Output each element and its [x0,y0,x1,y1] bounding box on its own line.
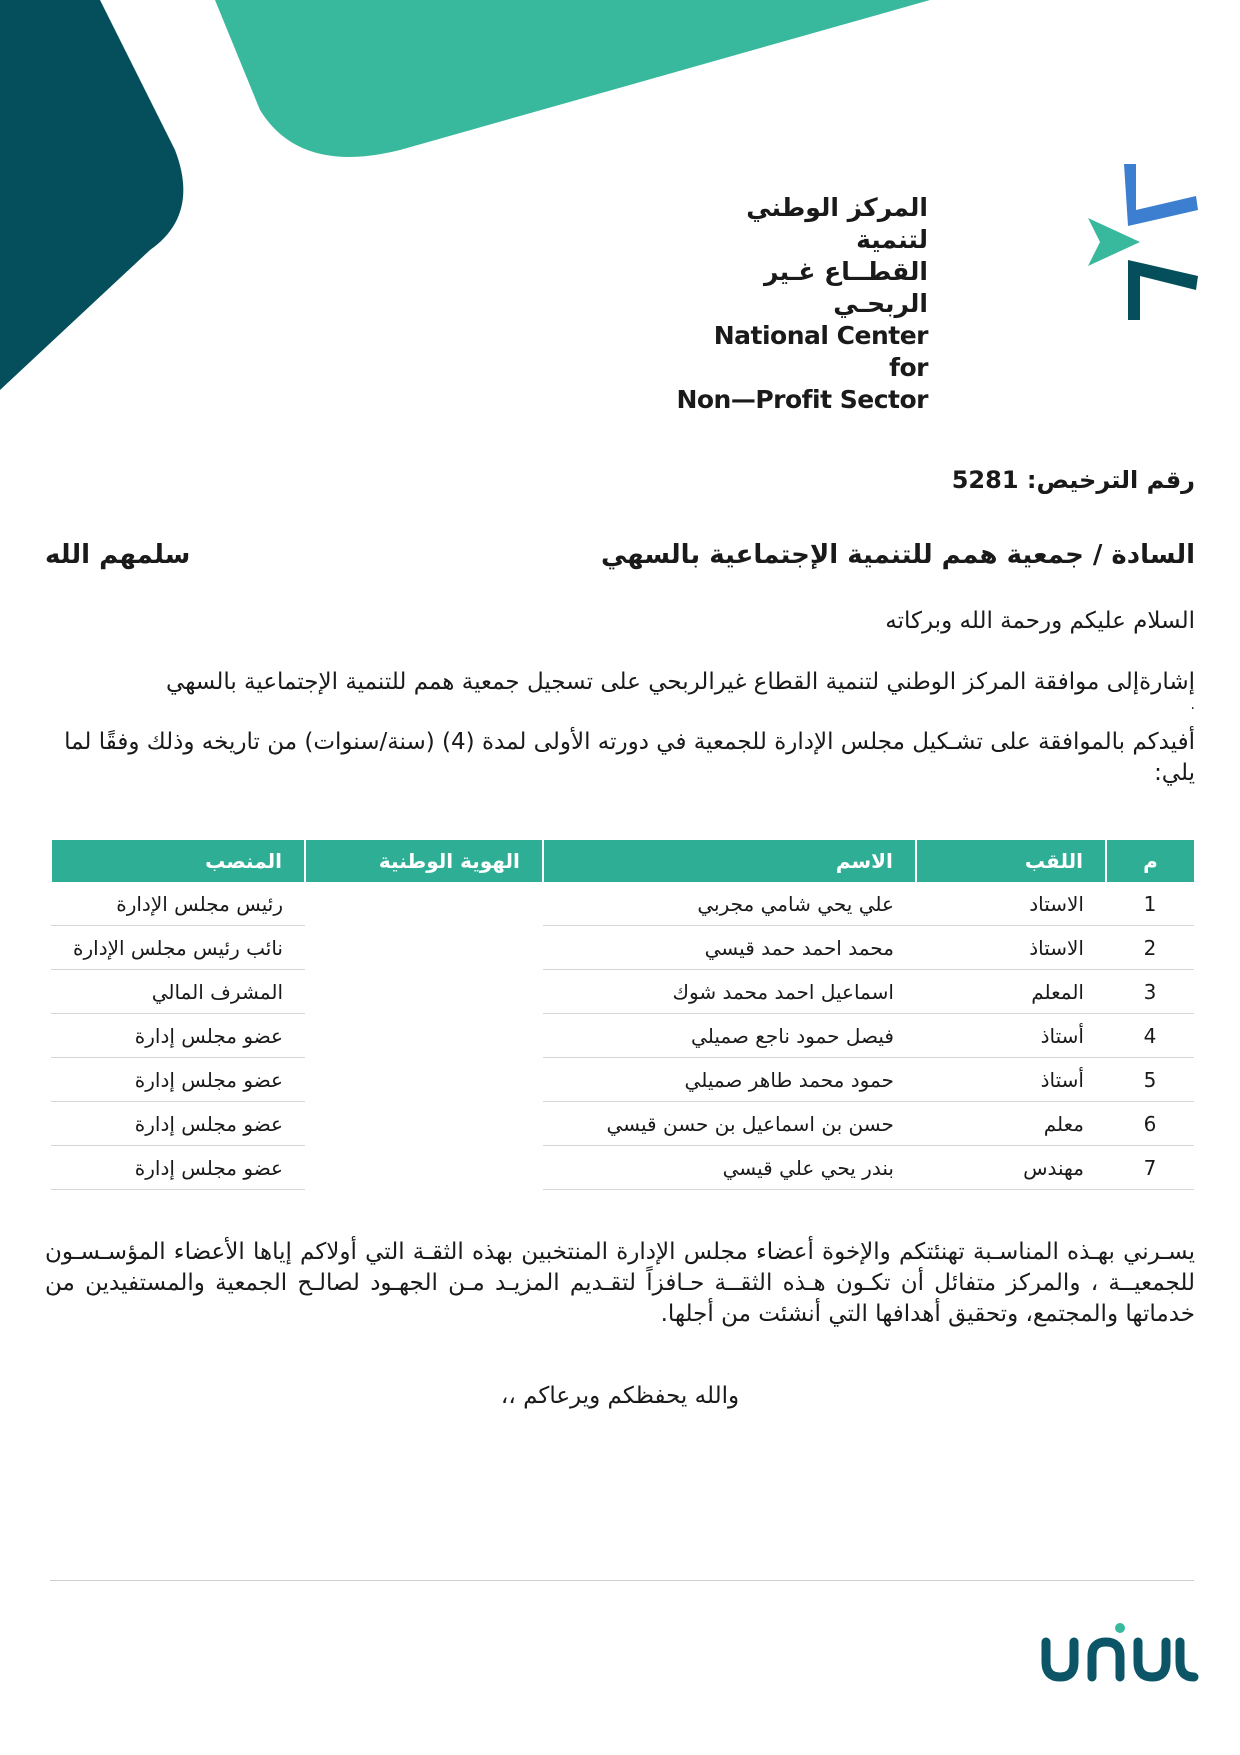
greeting: السلام عليكم ورحمة الله وبركاته [885,608,1195,634]
table-row [51,970,1194,1014]
table-row [51,1014,1194,1058]
closing-line: والله يحفظكم ويرعاكم ،، [500,1383,740,1409]
row-number: 4 [1106,1014,1194,1058]
row-number: 3 [1106,970,1194,1014]
row-name: بندر يحي علي قيسي [543,1146,916,1190]
addressee-name: السادة / جمعية همم للتنمية الإجتماعية بالسهي [600,540,1195,570]
row-national-id [305,882,543,926]
header-number: م [1106,840,1194,882]
row-number: 5 [1106,1058,1194,1102]
ncnp-logo-text [668,192,928,416]
row-national-id [305,1102,543,1146]
row-number: 6 [1106,1102,1194,1146]
row-title: الاستاد [916,882,1106,926]
reference-dot: . [1190,697,1195,713]
table-row [51,1146,1194,1190]
row-position: عضو مجلس إدارة [51,1058,305,1102]
row-national-id [305,1146,543,1190]
header-national-id: الهوية الوطنية [305,840,543,882]
row-title: معلم [916,1102,1106,1146]
logo-english-line-2: Non—Profit Sector [676,385,928,414]
row-national-id [305,1014,543,1058]
row-position: عضو مجلس إدارة [51,1014,305,1058]
row-name: حمود محمد طاهر صميلي [543,1058,916,1102]
footer-logo-icon [1040,1622,1200,1684]
row-name: علي يحي شامي مجربي [543,882,916,926]
table-header-row [51,840,1194,882]
row-name: فيصل حمود ناجع صميلي [543,1014,916,1058]
footer-divider [50,1580,1194,1581]
row-national-id [305,1058,543,1102]
table-row [51,926,1194,970]
reference-paragraph: إشارةإلى موافقة المركز الوطني لتنمية القطاع غيرالربحي على تسجيل جمعية همم للتنمية الإجتماعية بالسهي [166,669,1195,695]
row-number: 1 [1106,882,1194,926]
row-national-id [305,926,543,970]
inform-paragraph: أفيدكم بالموافقة على تشـكيل مجلس الإدارة للجمعية في دورته الأولى لمدة (4) (سنة/سنوات) من تاريخه وذلك وفقًا لما يلي: [64,729,1195,786]
row-position: عضو مجلس إدارة [51,1102,305,1146]
footer-logo-dot [1115,1623,1125,1633]
table-row [51,882,1194,926]
row-national-id [305,970,543,1014]
header-title: اللقب [916,840,1106,882]
row-name: محمد احمد حمد قيسي [543,926,916,970]
logo-arabic-line-2: القطــاع غـير الربحـي [764,257,928,318]
ncnp-logo-icon [1088,160,1198,320]
row-number: 2 [1106,926,1194,970]
salutation: سلمهم الله [45,540,191,570]
table-row [51,1058,1194,1102]
addressee-line [45,540,1195,570]
row-position: عضو مجلس إدارة [51,1146,305,1190]
row-title: مهندس [916,1146,1106,1190]
header-decoration [0,0,1240,400]
row-title: أستاذ [916,1058,1106,1102]
header-position: المنصب [51,840,305,882]
row-number: 7 [1106,1146,1194,1190]
board-members-table [50,840,1194,1190]
table-row [51,1102,1194,1146]
dark-teal-corner-shape [0,0,183,390]
row-position: رئيس مجلس الإدارة [51,882,305,926]
row-position: المشرف المالي [51,970,305,1014]
row-name: حسن بن اسماعيل بن حسن قيسي [543,1102,916,1146]
header-name: الاسم [543,840,916,882]
logo-arabic-line-1: المركز الوطني لتنمية [746,193,928,254]
row-position: نائب رئيس مجلس الإدارة [51,926,305,970]
row-name: اسماعيل احمد محمد شوك [543,970,916,1014]
teal-banner-shape [215,0,930,157]
logo-english-line-1: National Center for [713,321,928,382]
license-number: رقم الترخيص: 5281 [951,466,1195,494]
row-title: أستاذ [916,1014,1106,1058]
row-title: الاستاذ [916,926,1106,970]
row-title: المعلم [916,970,1106,1014]
congratulations-paragraph: يسـرني بهـذه المناسـبة تهنئتكم والإخوة أعضاء مجلس الإدارة المنتخبين بهذه الثقـة التي أولاكم إياها الأعضاء المؤسـسـون للجمعيــة ، والمركز متفائل أن تكـون هـذه الثقــة حـافزاً لتقـديم المزيـد مـن الجهـود لصالـح الجمعية والمستفيدين من خدماتها والمجتمع، وتحقيق أهدافها التي أنشئت من أجلها. [45,1239,1195,1327]
